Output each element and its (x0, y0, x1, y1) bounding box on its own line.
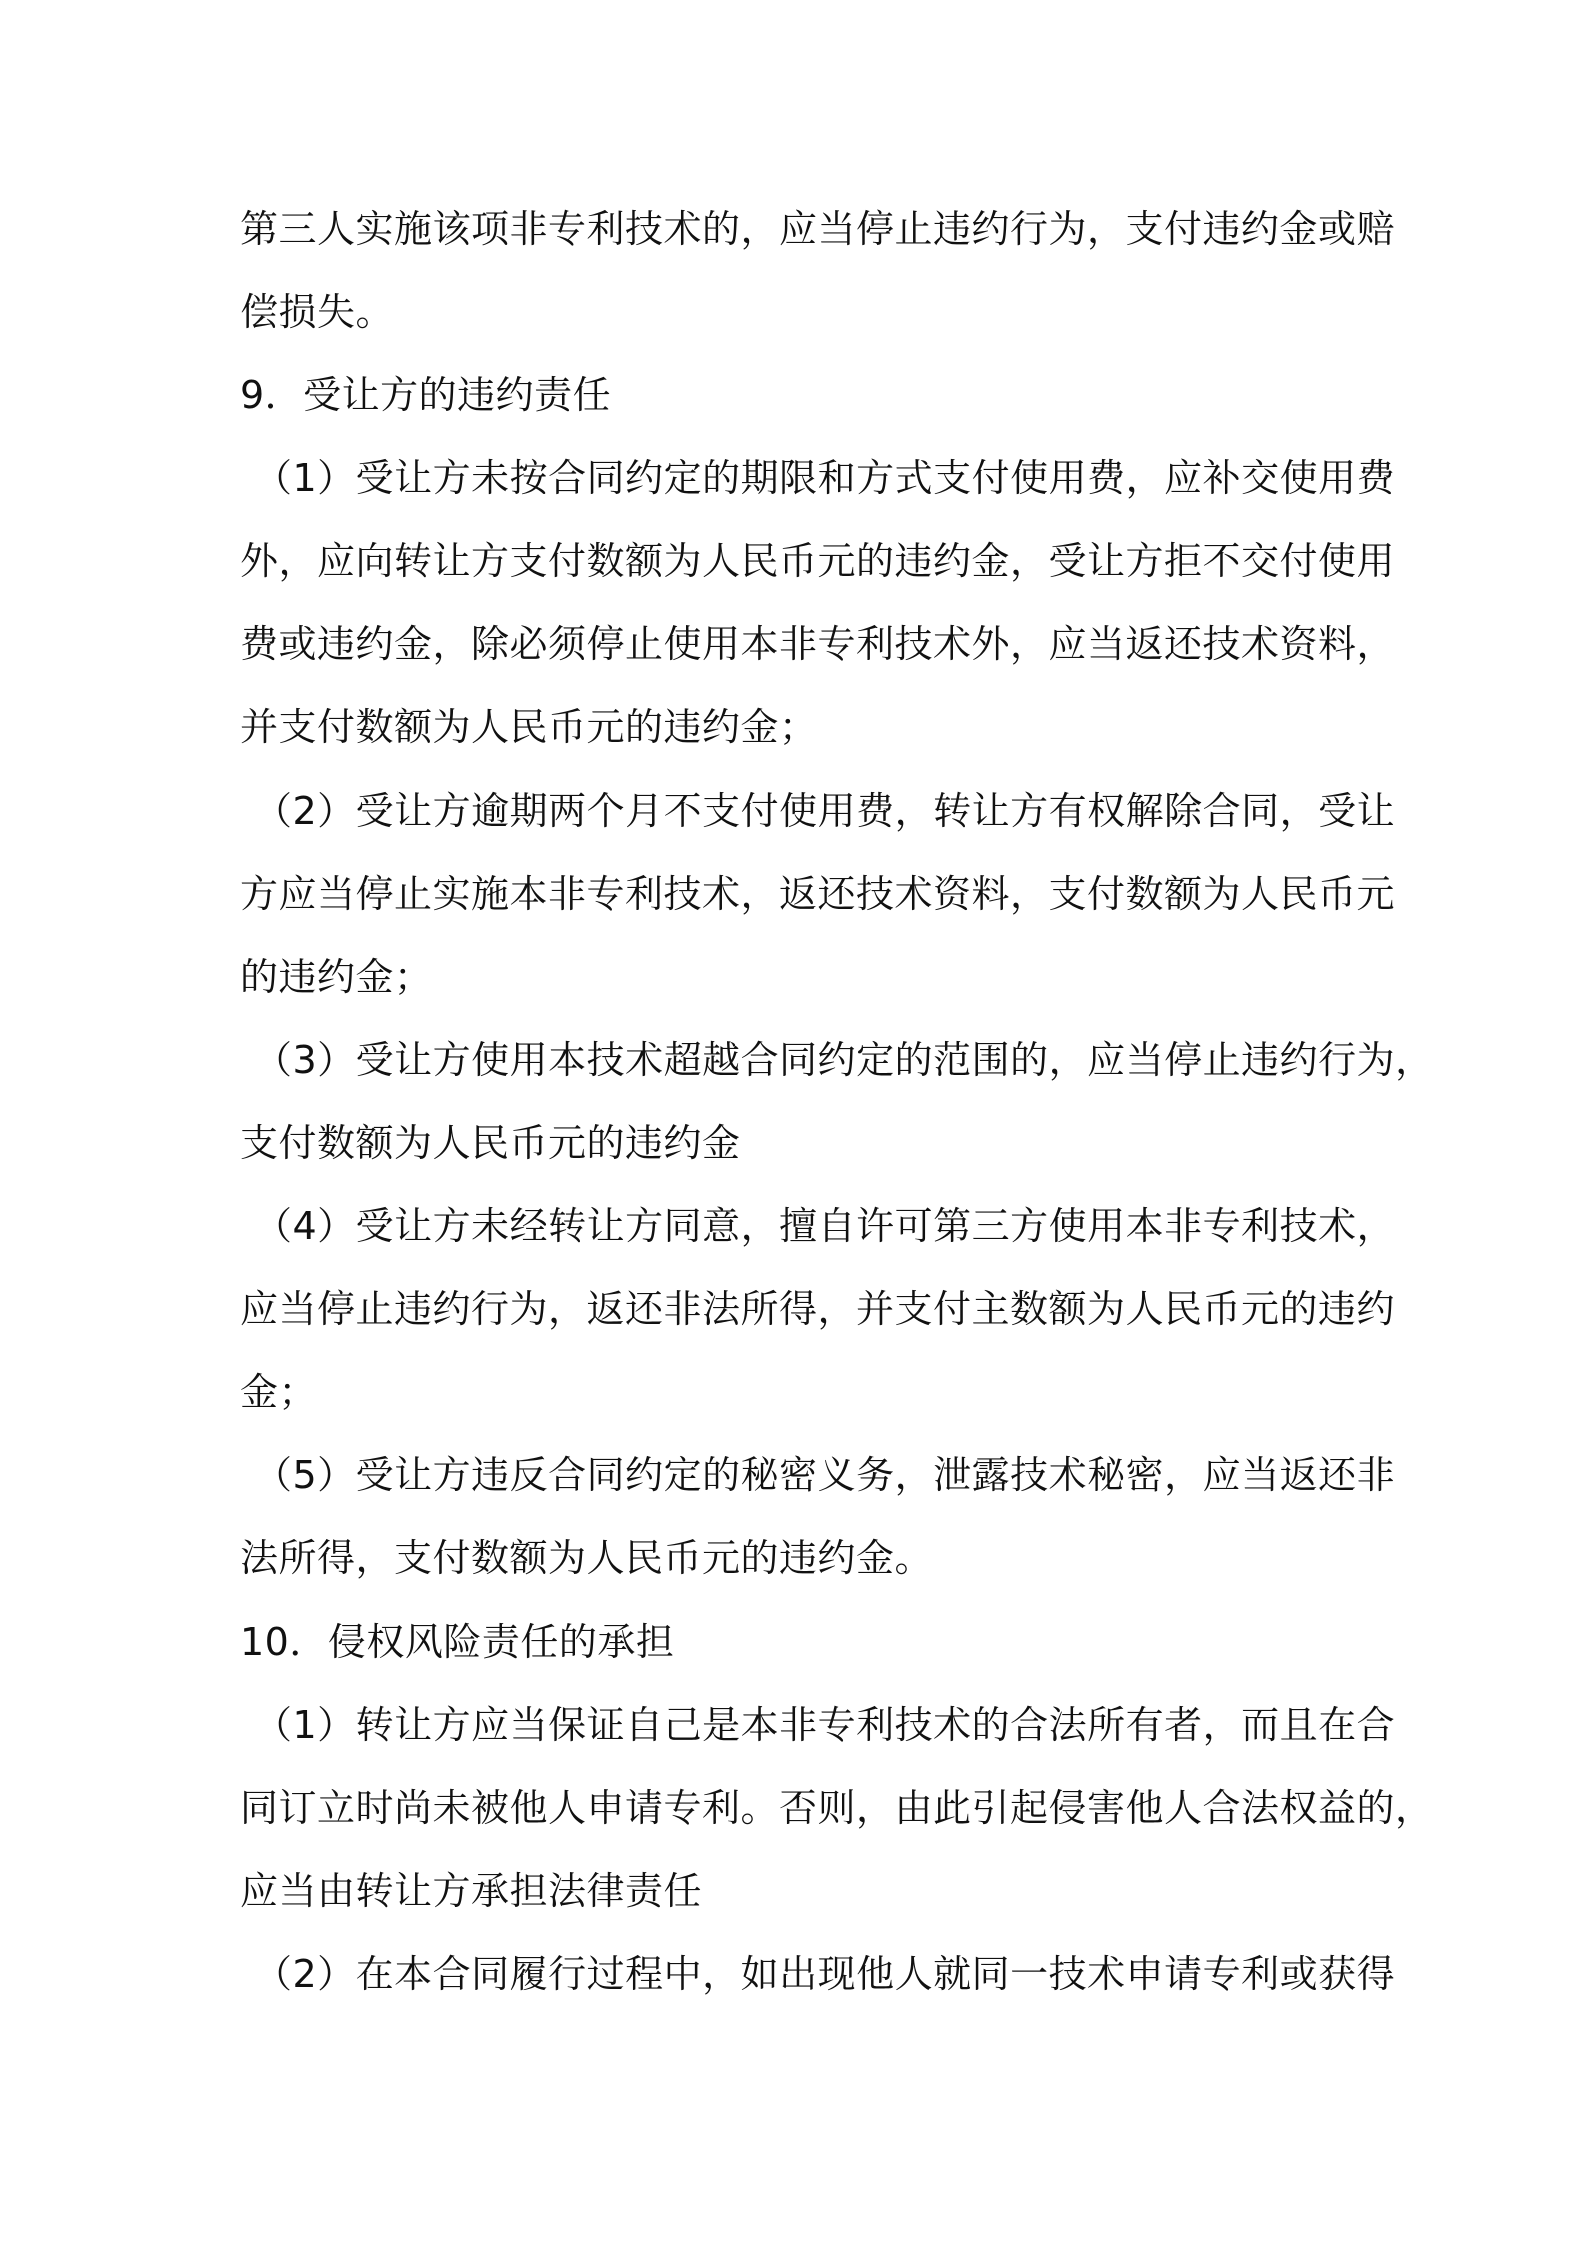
text-line: 的违约金； (240, 955, 433, 999)
text-line: 法所得，支付数额为人民币元的违约金。 (240, 1536, 934, 1580)
section-heading: 9．受让方的违约责任 (240, 373, 612, 417)
text-line: 偿损失。 (240, 290, 395, 334)
text-line: （2）受让方逾期两个月不支付使用费，转让方有权解除合同，受让 (254, 789, 1396, 833)
text-line: （1）转让方应当保证自己是本非专利技术的合法所有者，而且在合 (254, 1703, 1396, 1747)
text-line: （1）受让方未按合同约定的期限和方式支付使用费，应补交使用费 (254, 456, 1396, 500)
text-line: （5）受让方违反合同约定的秘密义务，泄露技术秘密，应当返还非 (254, 1453, 1396, 1497)
text-line: 同订立时尚未被他人申请专利。否则，由此引起侵害他人合法权益的， (240, 1786, 1434, 1830)
section-heading: 10．侵权风险责任的承担 (240, 1620, 675, 1664)
text-line: 并支付数额为人民币元的违约金； (240, 705, 818, 749)
text-line: （4）受让方未经转让方同意，擅自许可第三方使用本非专利技术， (254, 1204, 1396, 1248)
text-line: （3）受让方使用本技术超越合同约定的范围的，应当停止违约行为， (254, 1038, 1434, 1082)
text-line: 方应当停止实施本非专利技术，返还技术资料，支付数额为人民币元 (240, 872, 1396, 916)
text-line: （2）在本合同履行过程中，如出现他人就同一技术申请专利或获得 (254, 1952, 1396, 1996)
text-line: 第三人实施该项非专利技术的，应当停止违约行为，支付违约金或赔 (240, 207, 1396, 251)
text-line: 应当停止违约行为，返还非法所得，并支付主数额为人民币元的违约 (240, 1287, 1396, 1331)
text-line: 应当由转让方承担法律责任 (240, 1869, 703, 1913)
text-line: 支付数额为人民币元的违约金 (240, 1121, 741, 1165)
text-line: 金； (240, 1370, 318, 1414)
text-line: 外，应向转让方支付数额为人民币元的违约金，受让方拒不交付使用 (240, 539, 1396, 583)
text-line: 费或违约金，除必须停止使用本非专利技术外，应当返还技术资料， (240, 622, 1396, 666)
